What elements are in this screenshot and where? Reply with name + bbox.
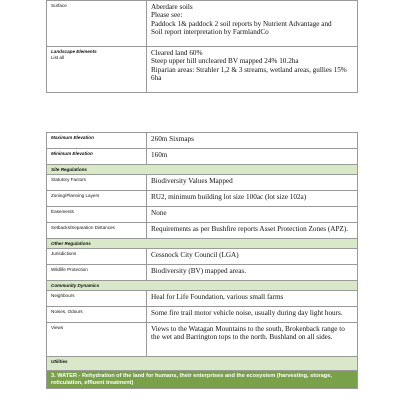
zoning-value: RU2, minimum building lot size 100ac (lot size 102a) — [147, 191, 358, 207]
table-row — [47, 307, 358, 323]
table-row — [47, 149, 358, 165]
jurisdictions-value: Cessnock City Council (LGA) — [147, 249, 358, 265]
landscape-line: Cleared land 60% — [151, 49, 203, 57]
landscape-elements-label — [47, 47, 147, 93]
statutory-factors-value: Biodiversity Values Mapped — [147, 175, 358, 191]
noises-odours-label: Noises, Odours — [47, 307, 147, 323]
maximum-elevation-label: Maximum Elevation — [47, 133, 147, 149]
table-row — [47, 207, 358, 223]
table-row — [47, 357, 358, 371]
site-regulations-header: Site Regulations — [47, 165, 358, 175]
statutory-factors-label: Statutory Factors — [47, 175, 147, 191]
table-row — [47, 191, 358, 207]
views-value: Views to the Watagan Mountains to the south, Brokenback range to the wet and Barrington tops to the north. Bushland on all sides. — [147, 323, 358, 357]
easements-label: Easements — [47, 207, 147, 223]
surface-label: Surface — [47, 1, 147, 47]
utilities-header: Utilities — [47, 357, 358, 371]
landscape-elements-title: Landscape Elements — [51, 49, 97, 54]
setbacks-label: Setbacks/Separation Distances — [47, 223, 147, 239]
site-regulations-table — [46, 132, 358, 389]
community-dynamics-header: Community Dynamics — [47, 281, 358, 291]
setbacks-value: Requirements as per Bushfire reports Asset Protection Zones (APZ). — [147, 223, 358, 239]
surface-line: Soil report interpretation by FarmlandCo — [151, 28, 269, 37]
surface-line: Aberdare soils — [151, 3, 193, 11]
other-regulations-header: Other Regulations — [47, 239, 358, 249]
table-row — [47, 133, 358, 149]
surface-line: Paddock 1& paddock 2 soil reports by Nutrient Advantage and — [151, 19, 332, 28]
table-row — [47, 175, 358, 191]
jurisdictions-label: Jurisdictions — [47, 249, 147, 265]
surface-value — [147, 1, 358, 47]
landscape-line: Riparian areas: Strahler 1,2 & 3 streams, wetland areas, gullies 15% 6ha — [151, 65, 347, 83]
table-row — [47, 1, 358, 47]
table-row — [47, 223, 358, 239]
site-details-table — [46, 0, 358, 93]
maximum-elevation-value: 260m Sixmaps — [147, 133, 358, 149]
table-row — [47, 371, 358, 389]
table-row — [47, 265, 358, 281]
surface-line: Please see: — [151, 11, 183, 20]
table-row — [47, 281, 358, 291]
landscape-elements-value — [147, 47, 358, 93]
minimum-elevation-label: Minimum Elevation — [47, 149, 147, 165]
table-row — [47, 323, 358, 357]
noises-odours-value: Some fire trail motor vehicle noise, usually during day light hours. — [147, 307, 358, 323]
minimum-elevation-value: 160m — [147, 149, 358, 165]
zoning-label: Zoning/Planning Layers — [47, 191, 147, 207]
wildlife-protection-value: Biodiversity (BV) mapped areas. — [147, 265, 358, 281]
landscape-line: Steep upper hill uncleared BV mapped 24% 10.2ha — [151, 57, 299, 66]
table-row — [47, 249, 358, 265]
wildlife-protection-label: Wildlife Protection — [47, 265, 147, 281]
neighbours-value: Heal for Life Foundation, various small farms — [147, 291, 358, 307]
table-row — [47, 165, 358, 175]
views-label: Views — [47, 323, 147, 357]
table-row — [47, 47, 358, 93]
landscape-elements-sublabel: List all — [51, 54, 65, 60]
easements-value: None — [147, 207, 358, 223]
water-section-banner: 3. WATER - Rehydration of the land for humans, their enterprises and the ecosystem (harvesting, storage, reticulation, effluent treatment) — [47, 371, 358, 389]
table-row — [47, 291, 358, 307]
neighbours-label: Neighbours — [47, 291, 147, 307]
table-row — [47, 239, 358, 249]
